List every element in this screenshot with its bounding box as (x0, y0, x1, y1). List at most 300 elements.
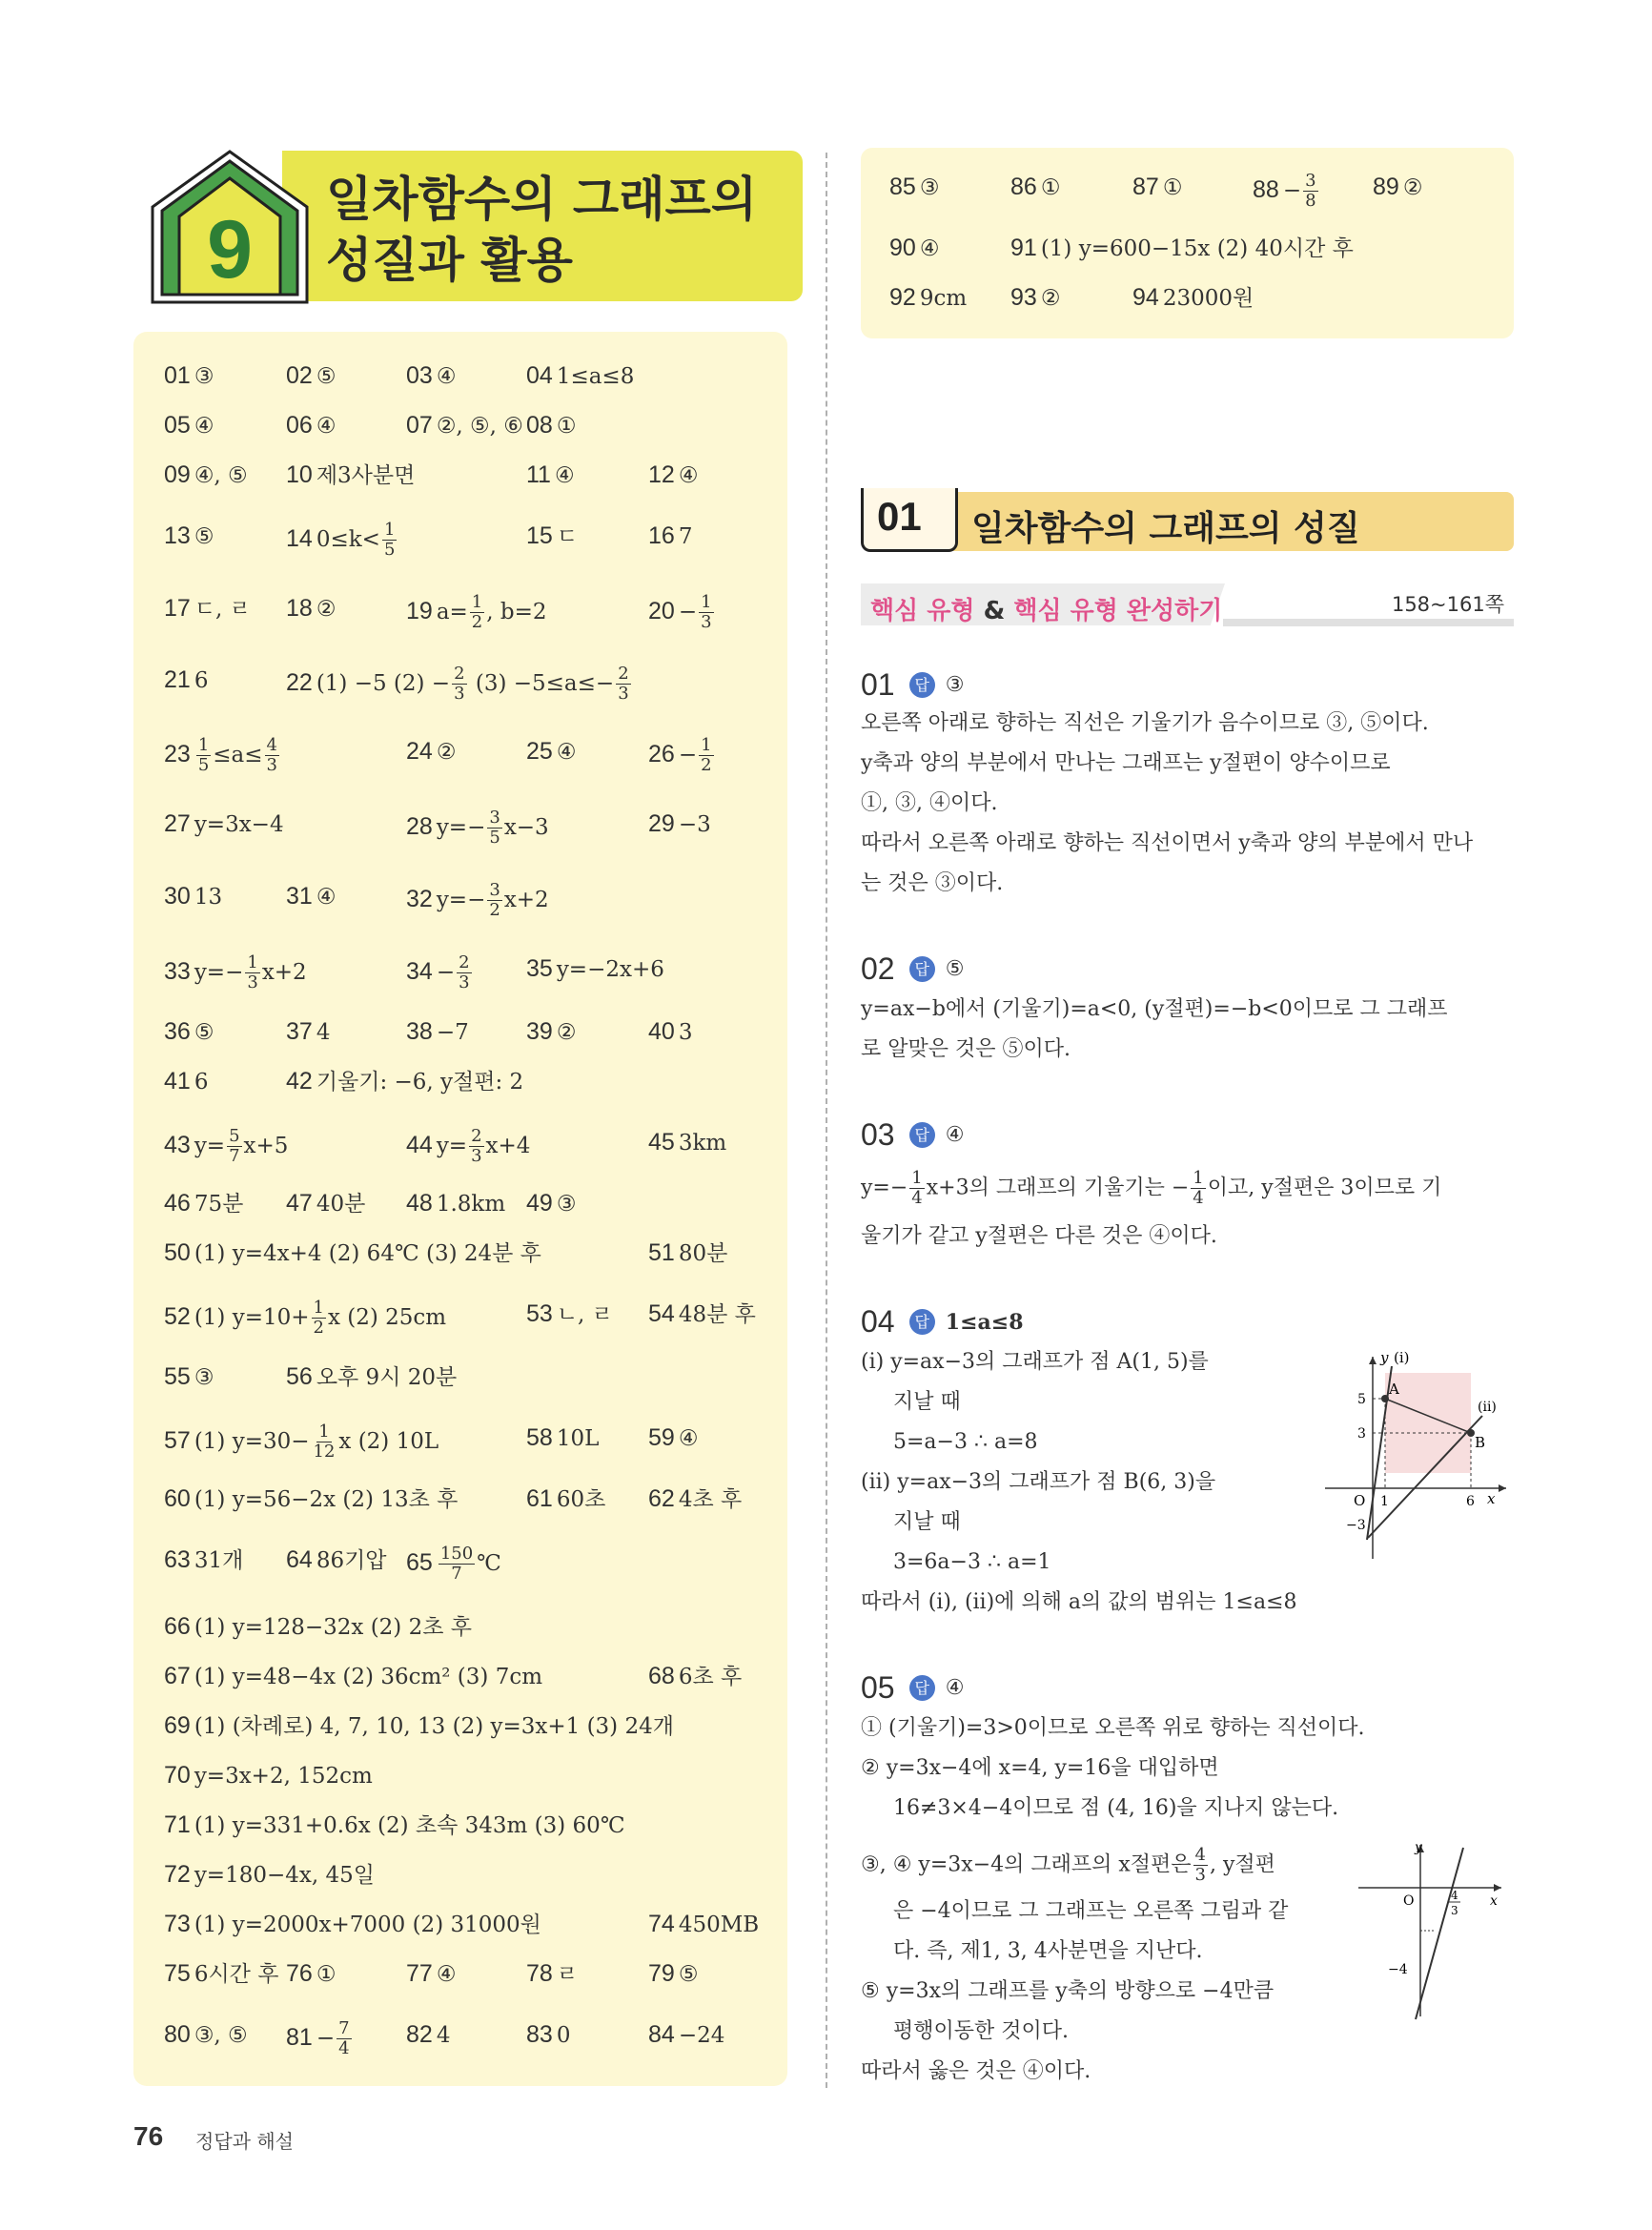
answer-number: 77 (406, 1960, 433, 1987)
origin-label: O (1403, 1893, 1415, 1909)
answer-value: −3 (678, 812, 711, 837)
answer-item (648, 2019, 724, 2051)
answer-item (526, 360, 634, 392)
answer-value: y=− $\frac{3}{2}$ x+2 (436, 880, 549, 920)
label-A: A (1389, 1381, 1399, 1398)
answer-value: 6초 후 (678, 1665, 743, 1689)
answer-value: 80분 (678, 1241, 728, 1266)
answer-value: 60초 (556, 1487, 606, 1512)
fraction-denominator: 8 (1305, 191, 1316, 211)
fraction-numerator: 2 (454, 664, 465, 684)
fraction (312, 1422, 337, 1462)
subsection-bar (861, 583, 1514, 631)
answer-item (526, 736, 576, 767)
answer-item (406, 360, 456, 392)
answer-number: 85 (889, 174, 916, 200)
fraction-denominator: 7 (451, 1564, 462, 1584)
answer-value: − $\frac{1}{2}$ (678, 735, 712, 775)
answer-number: 90 (889, 235, 916, 261)
answer-number: 60 (164, 1485, 191, 1512)
answer-item (164, 1545, 243, 1576)
fraction-numerator: 1 (383, 520, 396, 540)
answer-value: ② (1040, 286, 1061, 311)
fraction-denominator: 4 (1193, 1188, 1204, 1208)
solution-line: ② y=3x−4에 x=4, y=16을 대입하면 (861, 1756, 1219, 1780)
chapter-title-line2: 성질과 활용 (326, 233, 573, 288)
fraction-numerator: 1 (247, 952, 258, 972)
fraction-numerator: 3 (489, 808, 500, 828)
solution-line: 따라서 옳은 것은 ④이다. (861, 2059, 1091, 2083)
answer-value: ②, ⑤, ⑥ (436, 414, 523, 439)
answer-value: ④ (678, 1426, 699, 1451)
answer-number: 68 (648, 1663, 675, 1689)
answer-number: 73 (164, 1911, 191, 1937)
subsection-label-a: 핵심 유형 (870, 597, 975, 625)
answer-item (164, 1299, 446, 1338)
fraction (438, 1545, 475, 1584)
answer-number: 71 (164, 1811, 191, 1838)
answer-item (1010, 282, 1060, 314)
answer-number: 21 (164, 666, 191, 693)
answer-item (164, 1483, 458, 1515)
solution-04-graph (1315, 1349, 1516, 1568)
fraction-denominator: 5 (197, 755, 210, 775)
answer-item (164, 1611, 472, 1643)
fraction-numerator: 4 (1451, 1889, 1458, 1902)
answer-value: ① (556, 414, 577, 439)
answer-number: 86 (1010, 174, 1037, 200)
answer-number: 92 (889, 284, 916, 311)
answer-item (889, 282, 967, 314)
section-header (861, 488, 1514, 553)
fraction-numerator: 3 (489, 880, 500, 900)
answer-value: ⑤ (194, 524, 214, 549)
answer-number: 78 (526, 1960, 553, 1987)
answer-item (648, 521, 692, 552)
answer-item (889, 172, 939, 203)
answer-value: ① (1040, 175, 1061, 200)
answer-value: ④ (919, 236, 940, 261)
answer-item (889, 233, 939, 264)
answer-number: 94 (1132, 284, 1159, 311)
fraction-denominator: 3 (618, 684, 629, 704)
answer-item (164, 808, 284, 840)
fraction (470, 593, 484, 632)
answer-number: 30 (164, 883, 191, 910)
answer-item (406, 410, 523, 441)
answer-number: 76 (286, 1960, 313, 1987)
answer-number: 61 (526, 1485, 553, 1512)
answer-item (526, 2019, 570, 2051)
answer-value: ① (1162, 175, 1183, 200)
tick-label: 3 (1357, 1426, 1366, 1442)
solution-line: 울기가 같고 y절편은 다른 것은 ④이다. (861, 1224, 1217, 1248)
answer-number: 17 (164, 595, 191, 622)
answer-value: 75분 (194, 1192, 244, 1217)
chapter-header (149, 148, 803, 303)
fraction-numerator: 1 (911, 1168, 923, 1188)
fraction-numerator: 1 (701, 592, 712, 612)
answer-item (406, 593, 547, 632)
answer-item (1132, 172, 1182, 203)
answer-value: 1.8km (436, 1192, 506, 1217)
fraction-denominator: 2 (313, 1318, 324, 1338)
answer-value: y= $\frac{2}{3}$ x+4 (436, 1126, 531, 1166)
answer-item (286, 1958, 336, 1990)
solution-number: 01 (861, 667, 895, 702)
tick-label: 6 (1466, 1494, 1475, 1509)
answer-number: 63 (164, 1546, 191, 1573)
answer-number: 47 (286, 1190, 313, 1217)
answer-number: 46 (164, 1190, 191, 1217)
fraction-denominator: 3 (1194, 1865, 1206, 1885)
answer-item (164, 1016, 214, 1048)
answer-item (406, 1958, 456, 1990)
page-number: 76 (133, 2121, 164, 2151)
fraction-denominator: 3 (459, 972, 470, 992)
answer-item (164, 1127, 288, 1166)
answer-number: 05 (164, 412, 191, 439)
answer-number: 23 (164, 740, 191, 767)
answer-value: (1) y=30− $\frac{1}{12}$ x (2) 10L (194, 1422, 439, 1462)
answer-badge: 답 (909, 672, 935, 698)
answer-value: ③ (194, 364, 214, 389)
solution-line: 따라서 오른쪽 아래로 향하는 직선이면서 y축과 양의 부분에서 만나 (861, 831, 1474, 855)
answer-value: ② (556, 1020, 577, 1045)
answer-number: 80 (164, 2021, 191, 2048)
answer-number: 02 (286, 362, 313, 389)
answer-item (286, 665, 633, 704)
answer-number: 59 (648, 1424, 675, 1451)
answer-value: ② (1402, 175, 1423, 200)
solution-line: (ii) y=ax−3의 그래프가 점 B(6, 3)을 (861, 1470, 1216, 1494)
answer-number: 06 (286, 412, 313, 439)
answer-value: 86기압 (316, 1548, 387, 1573)
answer-item (648, 1016, 692, 1048)
answer-value: (1) y=56−2x (2) 13초 후 (194, 1487, 459, 1512)
tick-label: −4 (1388, 1962, 1408, 1977)
solution-03-header (861, 1117, 965, 1153)
fraction-denominator: 4 (911, 1188, 923, 1208)
answer-value: y=180−4x, 45일 (194, 1863, 375, 1888)
answer-value: 9cm (919, 286, 968, 311)
answer-number: 40 (648, 1018, 675, 1045)
fraction-numerator: 1 (701, 735, 712, 755)
answer-number: 24 (406, 738, 433, 765)
answer-value: ③ (556, 1192, 577, 1217)
answer-item (286, 410, 336, 441)
answer-item (164, 410, 214, 441)
tick-label: −3 (1346, 1518, 1366, 1533)
solution-answer: ③ (945, 673, 965, 697)
answer-value: 48분 후 (678, 1302, 756, 1327)
answer-item (406, 736, 456, 767)
answer-value: − $\frac{3}{8}$ (1282, 171, 1316, 211)
fraction-numerator: 7 (338, 2018, 350, 2038)
answer-badge: 답 (909, 1675, 935, 1701)
answer-value: 7 (678, 524, 693, 549)
answer-item (286, 1066, 523, 1097)
solution-number: 04 (861, 1304, 895, 1339)
solution-line: 3=6a−3 ∴ a=1 (893, 1550, 1051, 1574)
answer-value: 1≤a≤8 (556, 364, 635, 389)
subsection-pages: 158~161쪽 (1391, 593, 1504, 616)
answer-value: 31개 (194, 1548, 244, 1573)
solution-line: 은 −4이므로 그 그래프는 오른쪽 그림과 같 (893, 1899, 1289, 1923)
answer-number: 49 (526, 1190, 553, 1217)
answer-item (648, 1422, 698, 1454)
answer-item (164, 1361, 214, 1393)
solution-answer: ④ (945, 1676, 965, 1700)
answer-value: (1) y=600−15x (2) 40시간 후 (1040, 236, 1354, 261)
answer-number: 09 (164, 461, 191, 488)
answer-item (406, 881, 549, 920)
solution-line: 5=a−3 ∴ a=8 (893, 1430, 1038, 1454)
answer-value: 450MB (678, 1913, 760, 1937)
answer-number: 72 (164, 1861, 191, 1888)
fraction (487, 881, 501, 920)
answer-badge: 답 (909, 1122, 935, 1148)
answer-value: ③ (919, 175, 940, 200)
answer-number: 03 (406, 362, 433, 389)
fraction (227, 1127, 241, 1166)
answer-number: 37 (286, 1018, 313, 1045)
answer-number: 01 (164, 362, 191, 389)
solution-line: 는 것은 ③이다. (861, 871, 1004, 895)
answer-item (164, 1066, 208, 1097)
answer-value: y=− $\frac{1}{3}$ x+2 (194, 952, 307, 992)
section-number-box (861, 488, 958, 552)
solution-04-header (861, 1304, 1024, 1340)
answer-value: ② (316, 597, 337, 622)
fraction (1191, 1169, 1205, 1208)
tick-label: 1 (1380, 1494, 1389, 1509)
answer-item (286, 1188, 365, 1219)
answer-item (164, 593, 251, 624)
answer-value: ④ (436, 1962, 457, 1987)
answer-value: 3 (678, 1020, 693, 1045)
point-B (1467, 1429, 1475, 1437)
answer-value: $\frac{150}{7}$ ℃ (439, 1544, 501, 1584)
fraction-denominator: 7 (229, 1146, 240, 1166)
fraction-denominator: 3 (1451, 1904, 1458, 1917)
fraction (452, 665, 466, 704)
answer-item (164, 1188, 243, 1219)
answer-value: ④ (316, 414, 337, 439)
answer-item (164, 1710, 674, 1742)
subsection-label (870, 591, 1222, 626)
answer-value: y=3x−4 (194, 812, 284, 837)
answer-value: ① (316, 1962, 337, 1987)
fraction (265, 736, 279, 775)
fraction-numerator: 4 (1194, 1845, 1206, 1865)
origin-label: O (1354, 1492, 1366, 1509)
subsection-label-b: 핵심 유형 완성하기 (1013, 597, 1223, 625)
tick-label: 5 (1357, 1392, 1366, 1407)
answer-number: 84 (648, 2021, 675, 2048)
fraction-denominator: 3 (247, 972, 258, 992)
answer-item (648, 460, 698, 491)
axis-label-x: x (1490, 1893, 1498, 1909)
answer-item (526, 521, 578, 552)
answer-number: 41 (164, 1068, 191, 1095)
solution-line: ① (기울기)=3>0이므로 오른쪽 위로 향하는 직선이다. (861, 1716, 1365, 1740)
fraction-numerator: 1 (471, 592, 483, 612)
answer-item (164, 665, 208, 696)
fraction-denominator: 2 (489, 900, 500, 920)
answer-value: 10L (556, 1426, 600, 1451)
answer-value: ② (436, 740, 457, 765)
answer-badge: 답 (909, 956, 935, 982)
answer-item (406, 1127, 530, 1166)
answer-value: ㄴ, ㄹ (556, 1302, 613, 1327)
answer-value: 13 (194, 885, 223, 910)
text-part: , y절편 (1210, 1852, 1275, 1877)
answer-value: 0≤k< $\frac{1}{5}$ (316, 520, 396, 560)
label-i: (i) (1394, 1349, 1410, 1366)
answer-number: 51 (648, 1239, 675, 1266)
answer-number: 33 (164, 957, 191, 985)
answer-item (648, 736, 716, 775)
answer-number: 45 (648, 1129, 675, 1156)
answer-number: 12 (648, 461, 675, 488)
answer-item (648, 593, 716, 632)
answer-value: ㄷ (556, 524, 579, 549)
answer-number: 27 (164, 810, 191, 837)
answer-number: 56 (286, 1363, 313, 1390)
solution-line: 16≠3×4−4이므로 점 (4, 16)을 지나지 않는다. (893, 1796, 1339, 1820)
fraction (487, 808, 501, 848)
answer-number: 93 (1010, 284, 1037, 311)
answer-item (648, 1661, 742, 1692)
answer-item (406, 1188, 505, 1219)
answer-item (526, 410, 576, 441)
answer-number: 43 (164, 1131, 191, 1158)
solution-01-header (861, 667, 965, 703)
answer-item (648, 1299, 756, 1330)
answer-number: 14 (286, 524, 313, 552)
text-part: y=− (861, 1176, 908, 1200)
solution-number: 02 (861, 951, 895, 986)
answer-value: −7 (436, 1020, 469, 1045)
fraction-numerator: 2 (459, 952, 470, 972)
label-ii: (ii) (1478, 1400, 1497, 1415)
answer-value: 기울기: −6, y절편: 2 (316, 1070, 524, 1095)
answer-value: a= $\frac{1}{2}$ , b=2 (436, 592, 547, 632)
answer-number: 74 (648, 1911, 675, 1937)
subsection-amp: & (983, 597, 1006, 625)
solution-line: (i) y=ax−3의 그래프가 점 A(1, 5)를 (861, 1350, 1209, 1374)
answer-value: ⑤ (194, 1020, 214, 1045)
axis-label-y: y (1380, 1349, 1389, 1366)
answer-value: (1) (차례로) 4, 7, 10, 13 (2) y=3x+1 (3) 24개 (194, 1714, 674, 1739)
answer-item (406, 1016, 469, 1048)
answer-number: 10 (286, 461, 313, 488)
answer-number: 64 (286, 1546, 313, 1573)
answer-value: 6 (194, 668, 209, 693)
fraction (245, 953, 259, 992)
answer-number: 18 (286, 595, 313, 622)
fraction-numerator: 1 (318, 1422, 330, 1442)
answer-value: ④, ⑤ (194, 463, 248, 488)
answer-number: 89 (1373, 174, 1399, 200)
answer-item (1132, 282, 1254, 314)
solution-number: 03 (861, 1117, 895, 1152)
solution-05-graph (1354, 1840, 1506, 2021)
answer-number: 88 (1253, 175, 1279, 203)
answer-number: 16 (648, 522, 675, 549)
answer-value: y= $\frac{5}{7}$ x+5 (194, 1126, 289, 1166)
answer-item (1010, 233, 1354, 264)
answer-number: 29 (648, 810, 675, 837)
footer-label: 정답과 해설 (195, 2130, 294, 2153)
text-part: x+3의 그래프의 기울기는 − (926, 1176, 1190, 1200)
answer-number: 07 (406, 412, 433, 439)
answer-value: 4 (436, 2023, 451, 2048)
answer-item (406, 808, 549, 848)
fraction-denominator: 5 (489, 828, 500, 848)
answer-number: 28 (406, 812, 433, 840)
fraction-numerator: 3 (1305, 171, 1316, 191)
answer-number: 36 (164, 1018, 191, 1045)
answer-number: 39 (526, 1018, 553, 1045)
subsection-underline (1223, 619, 1514, 626)
answer-item (164, 1661, 542, 1692)
fraction (699, 736, 713, 775)
answer-number: 08 (526, 412, 553, 439)
solution-line: 평행이동한 것이다. (893, 2019, 1070, 2043)
answer-item (648, 1238, 727, 1269)
fraction-numerator: 1 (313, 1298, 324, 1318)
solution-line: 지날 때 (893, 1510, 961, 1534)
answer-number: 13 (164, 522, 191, 549)
answer-number: 75 (164, 1960, 191, 1987)
answer-item (526, 1016, 576, 1048)
answer-value: − $\frac{2}{3}$ (436, 952, 470, 992)
answer-number: 26 (648, 740, 675, 767)
answer-value: 6시간 후 (194, 1962, 279, 1987)
answer-item (286, 521, 398, 560)
answer-number: 34 (406, 957, 433, 985)
answer-item (1253, 172, 1320, 211)
answer-number: 69 (164, 1712, 191, 1739)
fraction-numerator: 150 (439, 1544, 474, 1564)
fraction-numerator: 2 (618, 664, 629, 684)
answer-number: 58 (526, 1424, 553, 1451)
answer-value: (1) y=331+0.6x (2) 초속 343m (3) 60℃ (194, 1813, 625, 1838)
fraction (196, 736, 211, 775)
fraction (337, 2019, 351, 2058)
answer-item (164, 736, 281, 775)
answer-item (1010, 172, 1060, 203)
answer-item (526, 1188, 576, 1219)
answer-number: 53 (526, 1300, 553, 1327)
answer-badge: 답 (909, 1309, 935, 1335)
answer-item (406, 953, 474, 992)
solution-line: 오른쪽 아래로 향하는 직선은 기울기가 음수이므로 ③, ⑤이다. (861, 711, 1429, 735)
fraction (909, 1169, 924, 1208)
answer-item (526, 1422, 599, 1454)
answer-number: 54 (648, 1300, 675, 1327)
answer-number: 19 (406, 597, 433, 624)
fraction-denominator: 12 (313, 1442, 336, 1462)
answer-item (1373, 172, 1422, 203)
label-B: B (1475, 1434, 1486, 1451)
answer-value: 6 (194, 1070, 209, 1095)
graph-line (1416, 1848, 1463, 2019)
answer-item (526, 953, 664, 985)
answer-number: 25 (526, 738, 553, 765)
